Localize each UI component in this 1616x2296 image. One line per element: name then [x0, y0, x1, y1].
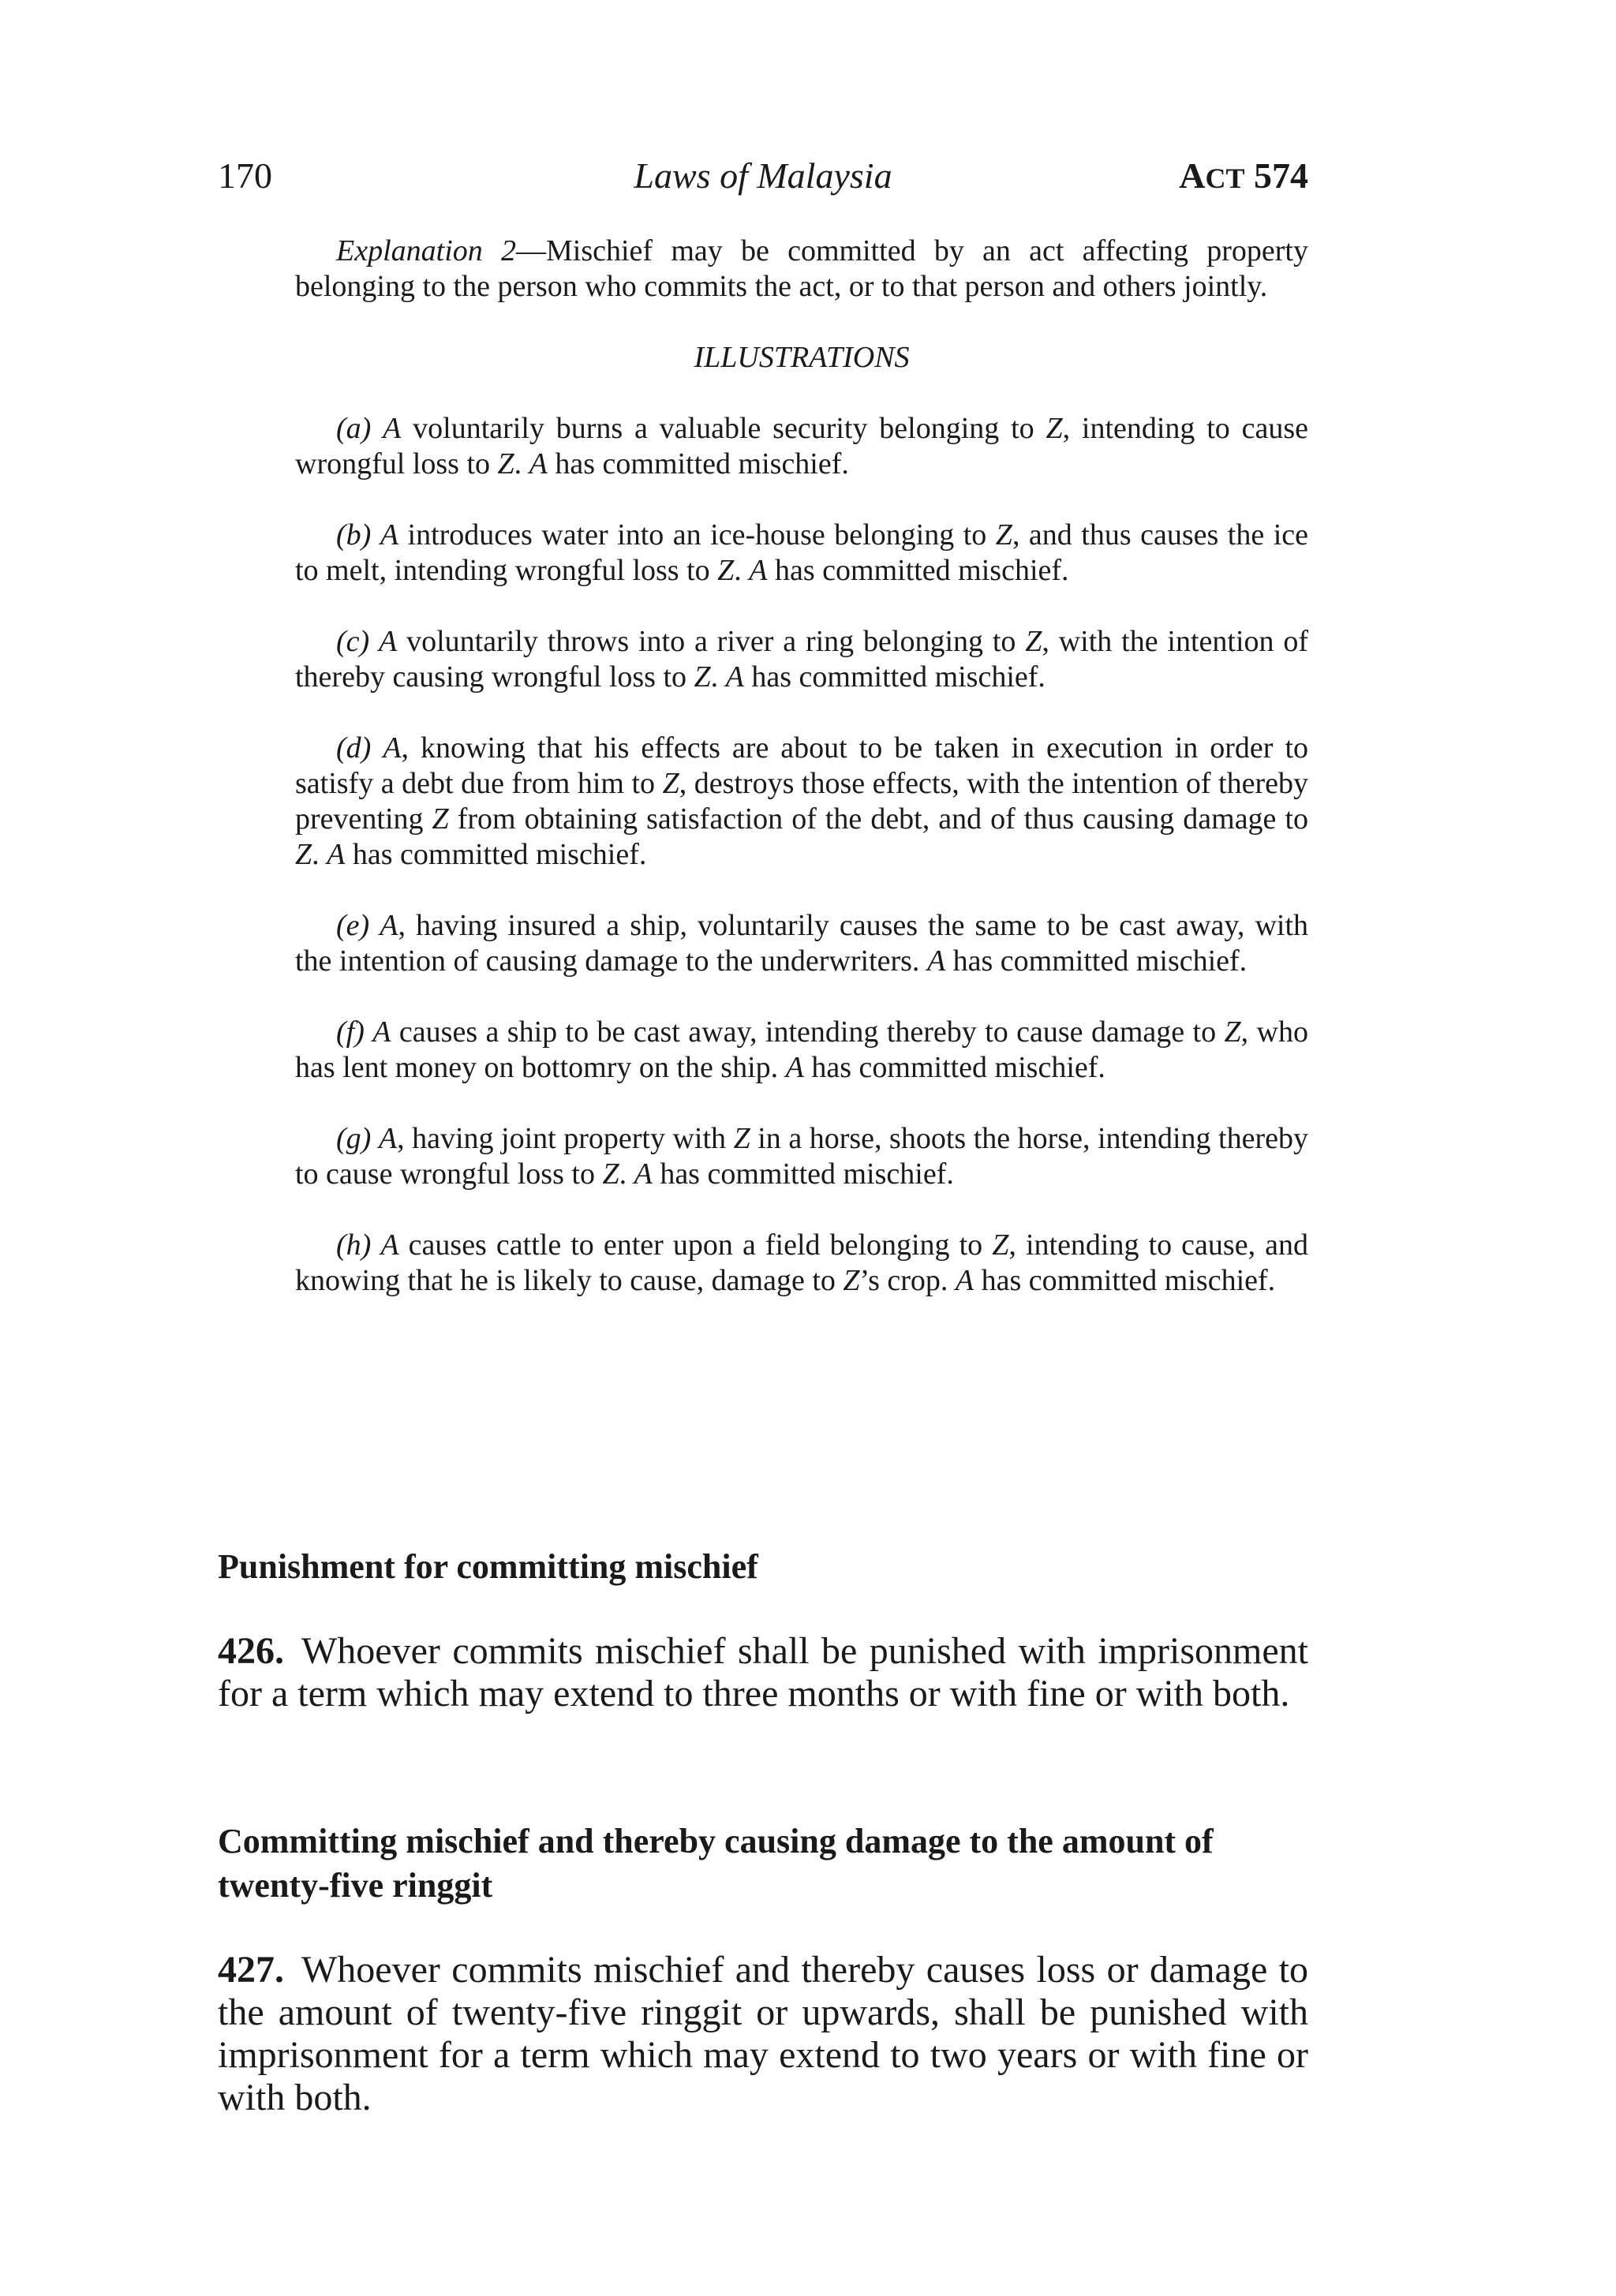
illustration-paragraph — [295, 518, 1308, 589]
illustrations-heading: ILLUSTRATIONS — [694, 341, 910, 374]
illustration-text: , having insured a ship, voluntarily causes the same to be cast away, with the intention of causing damage to the underwriters. — [295, 909, 1308, 978]
illustration-variable: Z — [497, 447, 514, 481]
illustration-text: voluntarily throws into a river a ring belonging to — [397, 625, 1026, 658]
illustration-variable: Z — [733, 1122, 750, 1155]
illustration-label: (e) — [336, 909, 370, 942]
page-number: 170 — [218, 155, 272, 196]
illustration-text: , destroys those effects, with the intention of thereby preventing — [295, 767, 1308, 836]
illustration-variable: Z — [1224, 1015, 1241, 1049]
illustration-label: (a) — [336, 412, 372, 445]
illustration-variable: A — [634, 1157, 653, 1191]
illustration-text: has committed mischief. — [945, 944, 1248, 978]
illustration-variable: Z — [432, 802, 449, 836]
illustration-variable: Z — [995, 518, 1012, 552]
illustration-variable: Z — [1046, 412, 1063, 445]
illustration-variable: Z — [602, 1157, 619, 1191]
illustration-text: introduces water into an ice-house belonging to — [398, 518, 996, 552]
illustration-text: ’s crop. — [859, 1264, 956, 1297]
illustration-paragraph — [295, 908, 1308, 979]
illustrations-list — [295, 411, 1308, 1299]
illustration-text: voluntarily burns a valuable security belonging to — [401, 412, 1046, 445]
illustration-text: . — [619, 1157, 634, 1191]
illustration-variable: A — [380, 909, 398, 942]
illustration-text: , having joint property with — [397, 1122, 734, 1155]
illustration-variable: A — [379, 625, 398, 658]
illustration-paragraph — [295, 624, 1308, 695]
illustration-label: (d) — [336, 731, 372, 765]
illustration-label: (b) — [336, 518, 372, 552]
illustration-text: causes cattle to enter upon a field belonging to — [398, 1228, 993, 1262]
illustration-text: , with the intention of thereby causing wrongful loss to — [295, 625, 1309, 694]
illustration-variable: A — [725, 660, 744, 694]
illustration-variable: Z — [992, 1228, 1009, 1262]
illustration-variable: Z — [295, 838, 312, 871]
explanation-text: —Mischief may be committed by an act affecting property belonging to the person who commits the act, or to that person and others jointly. — [295, 234, 1308, 303]
illustration-paragraph — [295, 1015, 1308, 1086]
section-426-heading: Punishment for committing mischief — [218, 1547, 758, 1586]
illustration-paragraph — [295, 411, 1308, 482]
illustration-text: in a horse, shoots the horse, intending thereby to cause wrongful loss to — [295, 1122, 1308, 1191]
act-prefix: A — [1179, 155, 1206, 196]
section-427-heading: Committing mischief and thereby causing damage to the amount of twenty-five ringgit — [218, 1822, 1214, 1905]
illustration-text: has committed mischief. — [652, 1157, 954, 1191]
illustration-label: (g) — [336, 1122, 372, 1155]
page-header — [218, 155, 1308, 210]
illustration-variable: Z — [662, 767, 679, 800]
illustration-variable: A — [380, 1228, 399, 1262]
illustration-variable: A — [380, 518, 399, 552]
illustration-variable: A — [327, 838, 346, 871]
illustration-variable: A — [383, 412, 402, 445]
illustration-variable: Z — [717, 554, 735, 587]
illustration-text: , intending to cause wrongful loss to — [295, 412, 1308, 481]
section-427-text — [218, 1949, 1308, 2119]
illustration-label: (h) — [336, 1228, 372, 1262]
running-title: Laws of Malaysia — [634, 155, 892, 196]
illustration-paragraph — [295, 731, 1308, 873]
section-426-body: Whoever commits mischief shall be punished with imprisonment for a term which may extend to three months or with fine or with both. — [218, 1630, 1308, 1715]
illustration-variable: A — [926, 944, 946, 978]
illustration-variable: A — [785, 1051, 804, 1084]
explanation-paragraph — [295, 234, 1308, 305]
illustration-variable: A — [372, 1015, 391, 1049]
illustration-text: causes a ship to be cast away, intending thereby to cause damage to — [391, 1015, 1225, 1049]
act-number — [1179, 155, 1308, 196]
illustration-variable: A — [529, 447, 548, 481]
illustration-variable: A — [383, 731, 402, 765]
illustration-text: has committed mischief. — [547, 447, 849, 481]
explanation-label: Explanation 2 — [336, 234, 516, 267]
illustration-text: from obtaining satisfaction of the debt, and of thus causing damage to — [448, 802, 1308, 836]
illustration-variable: Z — [1025, 625, 1042, 658]
illustration-label: (f) — [336, 1015, 365, 1049]
illustration-text: . — [710, 660, 726, 694]
illustration-text: , intending to cause, and knowing that he is likely to cause, damage to — [295, 1228, 1308, 1297]
illustration-paragraph — [295, 1121, 1308, 1192]
illustration-variable: A — [749, 554, 768, 587]
section-427-body: Whoever commits mischief and thereby causes loss or damage to the amount of twenty-five ringgit or upwards, shall be punished with imprisonment for a term which may extend to two years or with fine or with both. — [218, 1949, 1308, 2118]
illustration-variable: A — [378, 1122, 398, 1155]
illustration-text: has committed mischief. — [974, 1264, 1276, 1297]
illustration-text: has committed mischief. — [345, 838, 647, 871]
illustration-label: (c) — [336, 625, 370, 658]
illustration-text: , knowing that his effects are about to be taken in execution in order to satisfy a debt due from him to — [295, 731, 1308, 800]
act-num: 574 — [1254, 155, 1308, 196]
illustration-variable: Z — [843, 1264, 860, 1297]
illustration-text: has committed mischief. — [743, 660, 1046, 694]
explanation-and-illustrations — [295, 234, 1308, 1334]
illustration-text: has committed mischief. — [803, 1051, 1105, 1084]
illustration-variable: Z — [694, 660, 711, 694]
illustration-text: . — [514, 447, 529, 481]
illustration-text: has committed mischief. — [767, 554, 1069, 587]
illustration-text: . — [312, 838, 327, 871]
illustration-text: , and thus causes the ice to melt, intending wrongful loss to — [295, 518, 1309, 587]
illustration-paragraph — [295, 1228, 1308, 1299]
section-426-number: 426. — [218, 1630, 284, 1672]
section-427-number: 427. — [218, 1949, 284, 1991]
section-426-text — [218, 1630, 1308, 1715]
illustration-variable: A — [955, 1264, 974, 1297]
illustration-text: . — [734, 554, 750, 587]
act-smallcaps: CT — [1205, 163, 1245, 194]
illustration-text: , who has lent money on bottomry on the ship. — [295, 1015, 1308, 1084]
